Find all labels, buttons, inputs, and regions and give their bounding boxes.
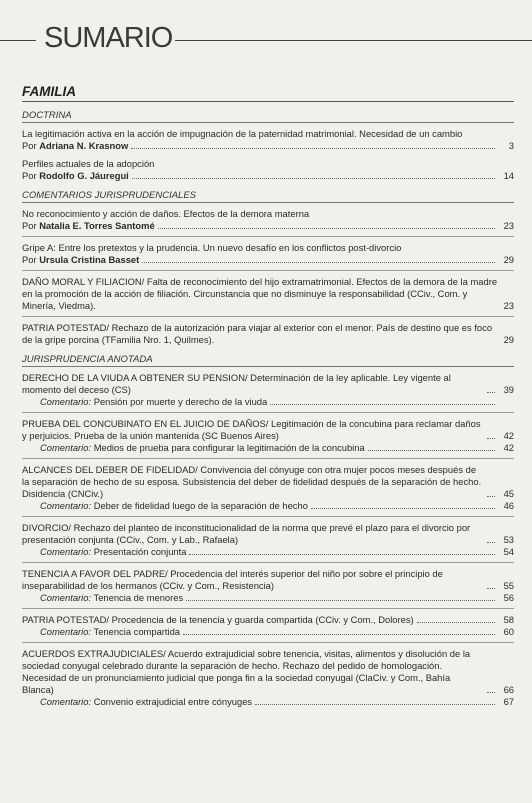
comment-text: Convenio extrajudicial entre cónyuges [93, 696, 253, 707]
page-number: 23 [503, 220, 514, 231]
entry-title: Perfiles actuales de la adopción [22, 158, 155, 169]
entry-text: Rechazo del planteo de inconstitucionalidad de la norma que prevé el plazo para el divorcio por presentación conjunta (CCiv., Com. y Lab., Rafaela) [22, 522, 471, 545]
comment-text: Medios de prueba para configurar la legitimación de la concubina [93, 442, 365, 453]
toc-content [22, 84, 514, 708]
toc-entry[interactable] [22, 158, 514, 182]
toc-entry[interactable] [22, 276, 514, 317]
author: Ursula Cristina Basset [39, 254, 140, 265]
by-prefix: Por [22, 220, 37, 231]
leader-dots [487, 392, 495, 393]
leader-dots [158, 228, 495, 229]
leader-dots [142, 262, 495, 263]
comment-label: Comentario: [40, 592, 92, 603]
page-title: SUMARIO [44, 22, 173, 54]
header-rule-right [175, 40, 532, 41]
entry-text: Convivencia del cónyuge con otra mujer pocos meses después de la separación de hecho de su esposa. Subsistencia del deber de fidelidad después de la separación de hecho. Disidencia (CNCiv.) [22, 464, 482, 499]
page-number: 66 [503, 684, 514, 695]
section-title: FAMILIA [22, 84, 514, 102]
page-number: 14 [503, 170, 514, 181]
entry-title: No reconocimiento y acción de daños. Efectos de la demora materna [22, 208, 310, 219]
toc-entry[interactable] [22, 418, 514, 459]
entry-head: ACUERDOS EXTRAJUDICIALES/ [22, 648, 166, 659]
comment-label: Comentario: [40, 696, 92, 707]
page-number: 29 [503, 334, 514, 345]
comment-text: Tenencia de menores [93, 592, 184, 603]
entry-text: Determinación de la ley aplicable. Ley vigente al momento del deceso (CS) [22, 372, 451, 395]
entry-text: Falta de reconocimiento del hijo extramatrimonial. Efectos de la demora de la madre en la promoción de la acción de filiación. Circunstancia que no disminuye la responsabilidad (CCiv., Com. y Minería, Viedma). [22, 276, 498, 311]
page-number: 39 [503, 384, 514, 395]
entry-title: Gripe A: Entre los pretextos y la prudencia. Un nuevo desafío en los conflictos post-divorcio [22, 242, 402, 253]
leader-dots [311, 508, 495, 509]
comment-text: Presentación conjunta [93, 546, 187, 557]
entry-head: PATRIA POTESTAD/ [22, 322, 109, 333]
comment-text: Pensión por muerte y derecho de la viuda [93, 396, 268, 407]
toc-entry[interactable] [22, 648, 514, 708]
entry-text: Procedencia del interés superior del niño por sobre el principio de inseparabilidad de los hermanos (CCiv. y Com., Resistencia) [22, 568, 443, 591]
jurisprudencia-title: JURISPRUDENCIA ANOTADA [22, 354, 514, 367]
doctrina-title: DOCTRINA [22, 110, 514, 123]
page-number: 3 [508, 140, 514, 151]
leader-dots [132, 178, 495, 179]
leader-dots [487, 692, 495, 693]
page-number: 56 [503, 592, 514, 603]
leader-dots [131, 148, 495, 149]
comment-label: Comentario: [40, 626, 92, 637]
leader-dots [255, 704, 495, 705]
leader-dots [189, 554, 495, 555]
toc-entry[interactable] [22, 372, 514, 413]
toc-entry[interactable] [22, 522, 514, 563]
header-rule-left [0, 40, 36, 41]
entry-head: PRUEBA DEL CONCUBINATO EN EL JUICIO DE DAÑOS/ [22, 418, 269, 429]
toc-entry[interactable] [22, 464, 514, 517]
page-number: 60 [503, 626, 514, 637]
leader-dots [186, 600, 495, 601]
leader-dots [487, 496, 495, 497]
entry-head: TENENCIA A FAVOR DEL PADRE/ [22, 568, 168, 579]
header [0, 22, 532, 56]
page-number: 46 [503, 500, 514, 511]
page-number: 55 [503, 580, 514, 591]
author: Natalia E. Torres Santomé [39, 220, 155, 231]
author: Rodolfo G. Jáuregui [39, 170, 129, 181]
comentarios-title: COMENTARIOS JURISPRUDENCIALES [22, 190, 514, 203]
toc-entry[interactable] [22, 242, 514, 271]
comment-label: Comentario: [40, 442, 92, 453]
entry-head: DERECHO DE LA VIUDA A OBTENER SU PENSION/ [22, 372, 248, 383]
by-prefix: Por [22, 170, 37, 181]
entry-text: Rechazo de la autorización para viajar al exterior con el menor. País de destino que es foco de la gripe porcina (TFamilia Nro. 1, Quilmes). [22, 322, 493, 345]
leader-dots [487, 542, 495, 543]
page-number: 58 [503, 614, 514, 625]
comment-text: Tenencia compartida [93, 626, 181, 637]
by-prefix: Por [22, 254, 37, 265]
toc-entry[interactable] [22, 322, 514, 346]
comment-label: Comentario: [40, 546, 92, 557]
by-prefix: Por [22, 140, 37, 151]
author: Adriana N. Krasnow [39, 140, 129, 151]
entry-text: Legitimación de la concubina para reclamar daños y perjuicios. Prueba de la unión mantenida (SC Buenos Aires) [22, 418, 481, 441]
toc-entry[interactable] [22, 614, 514, 643]
leader-dots [417, 622, 495, 623]
comment-label: Comentario: [40, 396, 92, 407]
entry-head: PATRIA POTESTAD/ [22, 614, 109, 625]
page-number: 67 [503, 696, 514, 707]
entry-head: ALCANCES DEL DEBER DE FIDELIDAD/ [22, 464, 198, 475]
leader-dots [270, 404, 495, 405]
comment-label: Comentario: [40, 500, 92, 511]
leader-dots [368, 450, 495, 451]
page-number: 53 [503, 534, 514, 545]
page-number: 42 [503, 442, 514, 453]
page-number: 54 [503, 546, 514, 557]
page-number: 45 [503, 488, 514, 499]
toc-entry[interactable] [22, 128, 514, 152]
entry-text: Procedencia de la tenencia y guarda compartida (CCiv. y Com., Dolores) [109, 614, 414, 625]
toc-entry[interactable] [22, 568, 514, 609]
page-number: 42 [503, 430, 514, 441]
toc-entry[interactable] [22, 208, 514, 237]
leader-dots [183, 634, 495, 635]
jurisprudencia-list [22, 372, 514, 708]
entry-head: DAÑO MORAL Y FILIACION/ [22, 276, 145, 287]
comment-text: Deber de fidelidad luego de la separación de hecho [93, 500, 308, 511]
leader-dots [487, 588, 495, 589]
entry-text: Acuerdo extrajudicial sobre tenencia, visitas, alimentos y disolución de la sociedad conyugal celebrado durante la separación de hecho. Rechazo del pedido de homologación. Necesidad de un pronunciamiento judicial que ponga fin a la sociedad conyugal (ClaCiv. y Com., Bahía Blanca) [22, 648, 471, 695]
leader-dots [487, 438, 495, 439]
entry-head: DIVORCIO/ [22, 522, 71, 533]
entry-title: La legitimación activa en la acción de impugnación de la paternidad matrimonial. Necesidad de un cambio [22, 128, 463, 139]
page-number: 23 [503, 300, 514, 311]
page-number: 29 [503, 254, 514, 265]
